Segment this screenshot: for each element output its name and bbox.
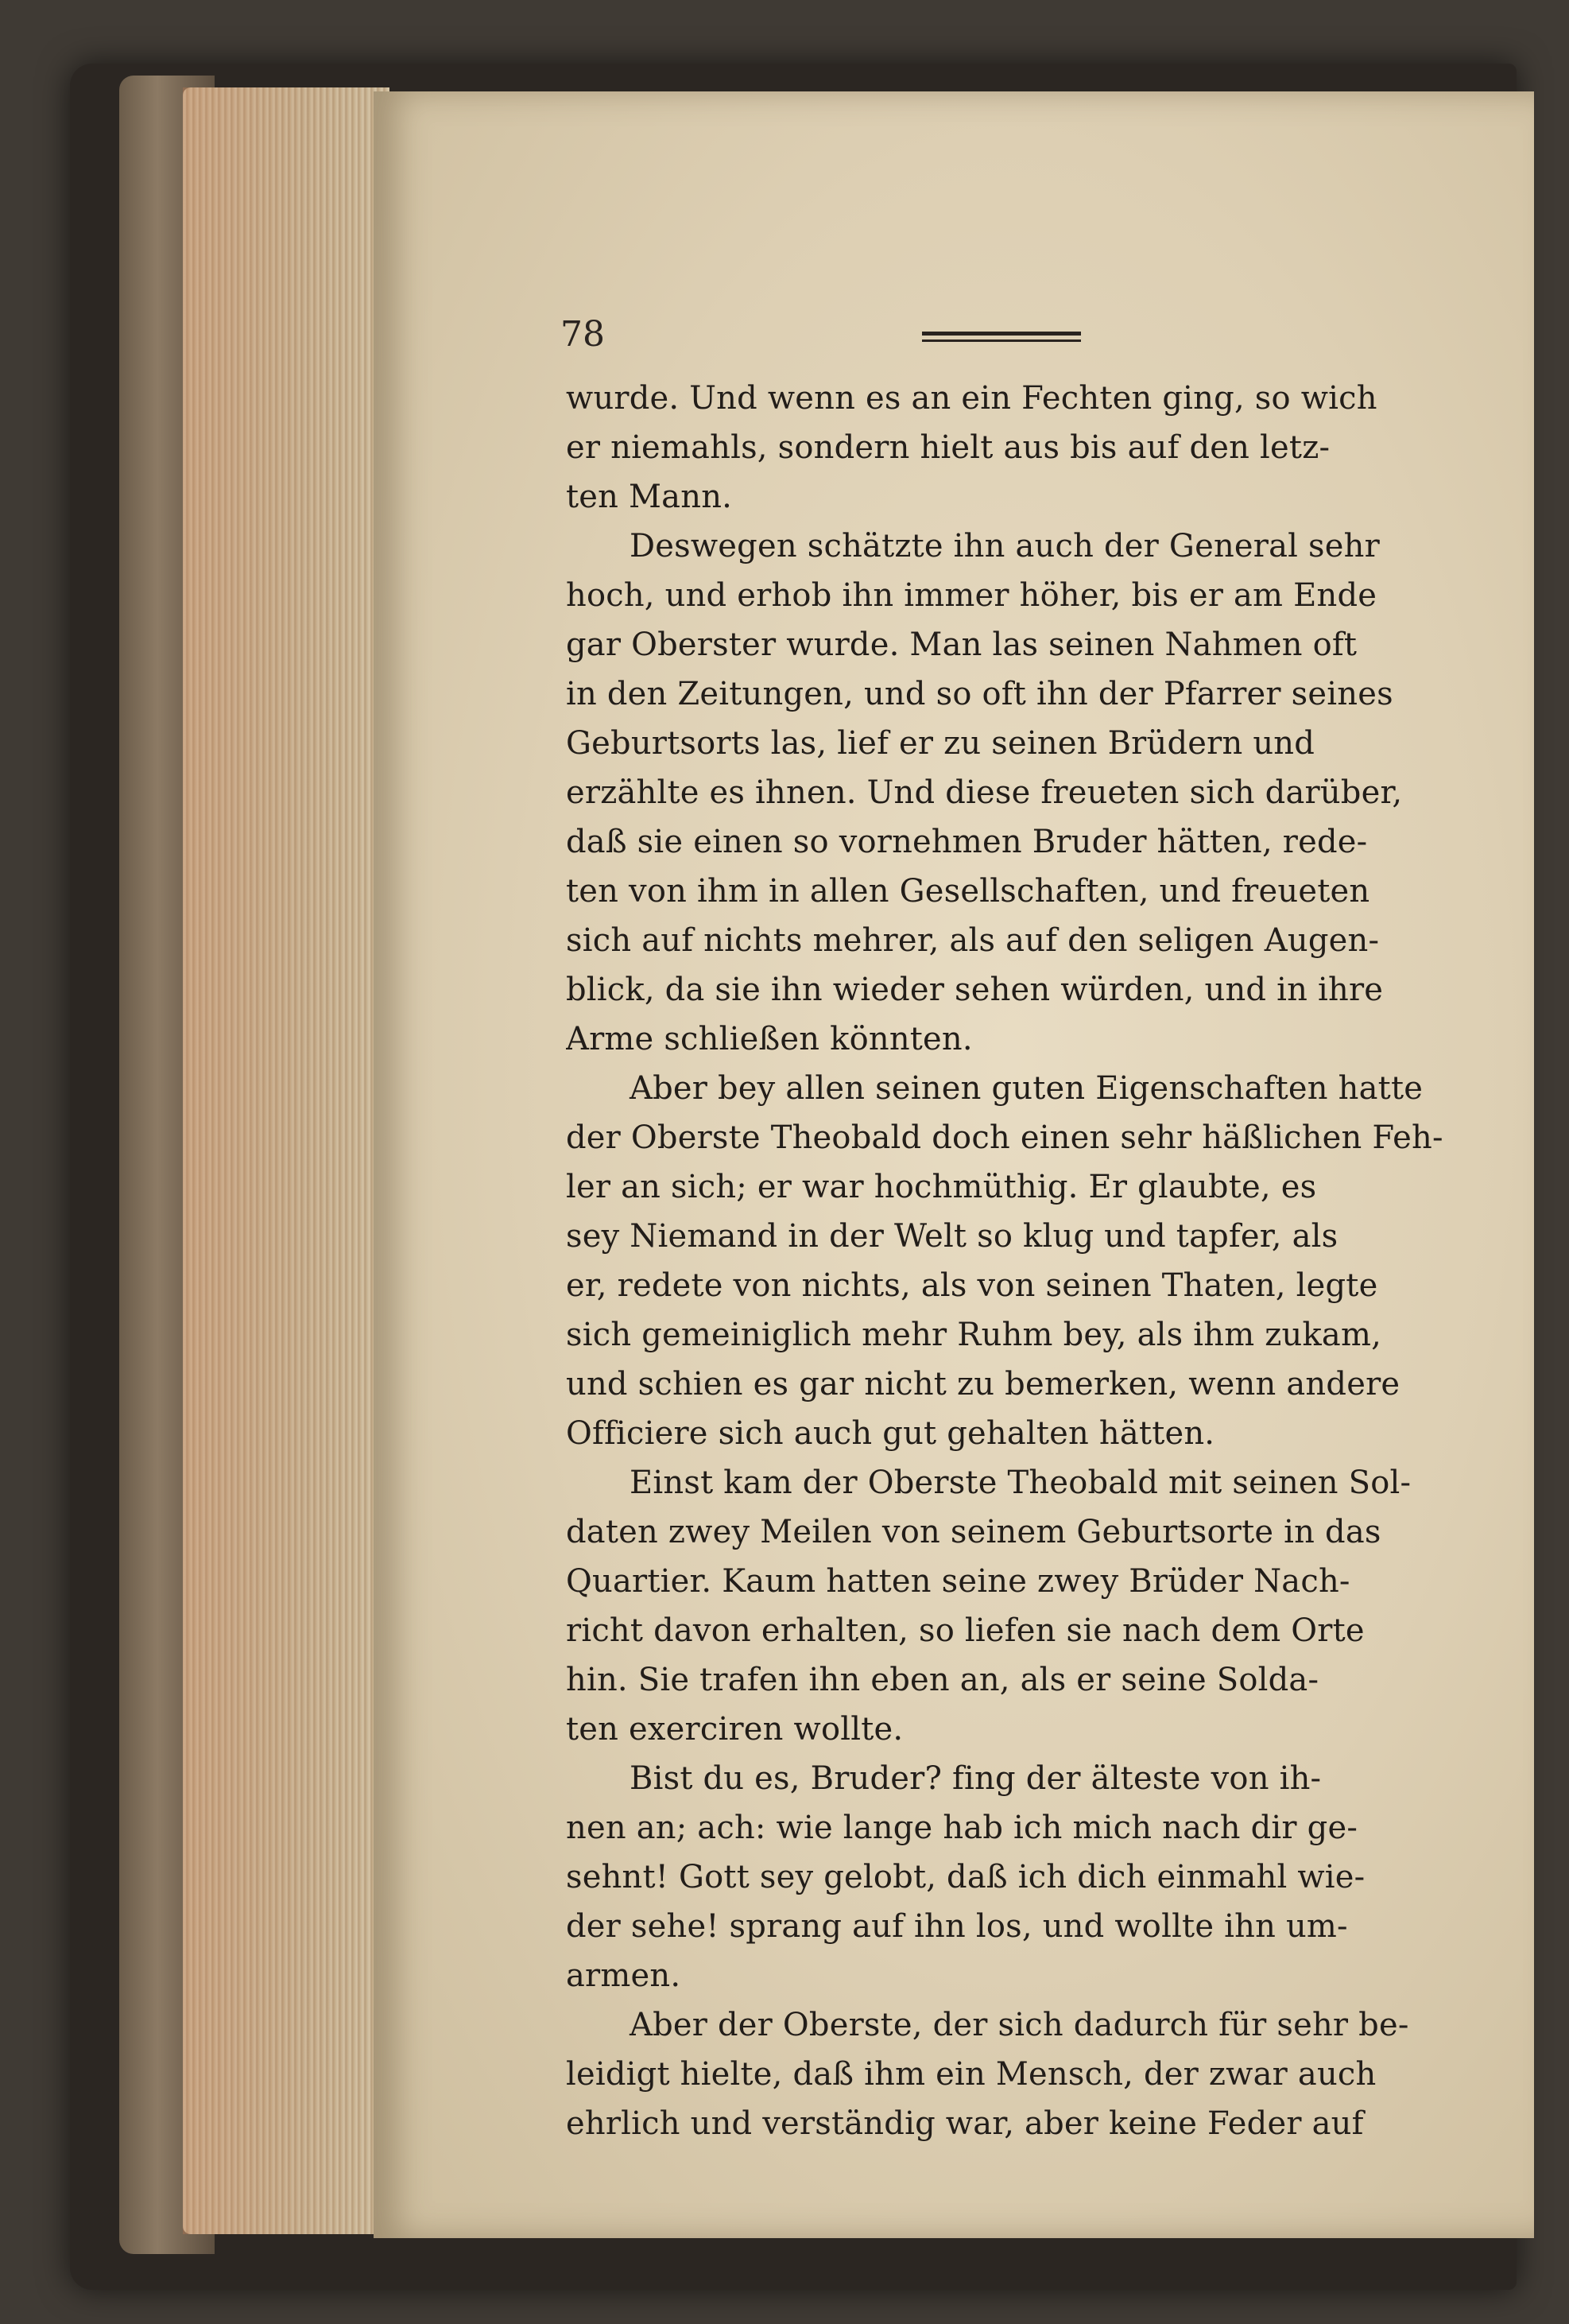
text-line: ler an sich; er war hochmüthig. Er glaubte, es	[566, 1169, 1317, 1205]
text-line: ten exerciren wollte.	[566, 1711, 904, 1748]
text-line: daten zwey Meilen von seinem Geburtsorte in das	[566, 1514, 1381, 1550]
text-line: blick, da sie ihn wieder sehen würden, und in ihre	[566, 972, 1384, 1008]
text-line: hin. Sie trafen ihn eben an, als er seine Solda-	[566, 1662, 1319, 1698]
text-line: sich gemeiniglich mehr Ruhm bey, als ihm zukam,	[566, 1317, 1382, 1353]
text-line: Aber bey allen seinen guten Eigenschaften hatte	[630, 1070, 1424, 1107]
text-line: leidigt hielte, daß ihm ein Mensch, der zwar auch	[566, 2056, 1377, 2093]
header-ornament-rule	[922, 332, 1081, 336]
page-header	[560, 314, 1085, 362]
text-line: Geburtsorts las, lief er zu seinen Brüdern und	[566, 725, 1315, 762]
stacked-page-edges	[183, 87, 389, 2234]
text-line: und schien es gar nicht zu bemerken, wenn andere	[566, 1366, 1400, 1403]
text-line: wurde. Und wenn es an ein Fechten ging, so wich	[566, 380, 1377, 417]
text-line: Arme schließen könnten.	[566, 1021, 973, 1057]
text-line: ten Mann.	[566, 479, 733, 515]
text-line: gar Oberster wurde. Man las seinen Nahmen oft	[566, 627, 1358, 663]
text-line: der sehe! sprang auf ihn los, und wollte ihn um-	[566, 1908, 1348, 1945]
page-text-block	[566, 374, 1472, 2148]
text-line: Officiere sich auch gut gehalten hätten.	[566, 1415, 1215, 1452]
text-line: er, redete von nichts, als von seinen Thaten, legte	[566, 1267, 1378, 1304]
text-line: sehnt! Gott sey gelobt, daß ich dich einmahl wie-	[566, 1859, 1366, 1895]
text-line: daß sie einen so vornehmen Bruder hätten, rede-	[566, 824, 1368, 860]
text-line: armen.	[566, 1957, 681, 1994]
text-line: Einst kam der Oberste Theobald mit seinen Sol-	[630, 1465, 1412, 1501]
text-line: hoch, und erhob ihn immer höher, bis er am Ende	[566, 577, 1377, 614]
text-line: der Oberste Theobald doch einen sehr häßlichen Feh-	[566, 1119, 1443, 1156]
text-line: sich auf nichts mehrer, als auf den seligen Augen-	[566, 922, 1380, 959]
text-line: Quartier. Kaum hatten seine zwey Brüder Nach-	[566, 1563, 1350, 1600]
text-line: sey Niemand in der Welt so klug und tapfer, als	[566, 1218, 1338, 1255]
text-line: ehrlich und verständig war, aber keine Feder auf	[566, 2105, 1364, 2142]
text-line: er niemahls, sondern hielt aus bis auf den letz-	[566, 429, 1331, 466]
text-line: in den Zeitungen, und so oft ihn der Pfarrer seines	[566, 676, 1393, 712]
text-line: nen an; ach: wie lange hab ich mich nach dir ge-	[566, 1810, 1358, 1846]
text-line: Bist du es, Bruder? fing der älteste von ih-	[630, 1760, 1322, 1797]
text-line: Deswegen schätzte ihn auch der General sehr	[630, 528, 1380, 565]
page-number: 78	[560, 314, 605, 355]
text-line: richt davon erhalten, so liefen sie nach dem Orte	[566, 1612, 1365, 1649]
text-line: ten von ihm in allen Gesellschaften, und freueten	[566, 873, 1370, 910]
text-line: erzählte es ihnen. Und diese freueten sich darüber,	[566, 774, 1403, 811]
text-line: Aber der Oberste, der sich dadurch für sehr be-	[630, 2007, 1409, 2043]
